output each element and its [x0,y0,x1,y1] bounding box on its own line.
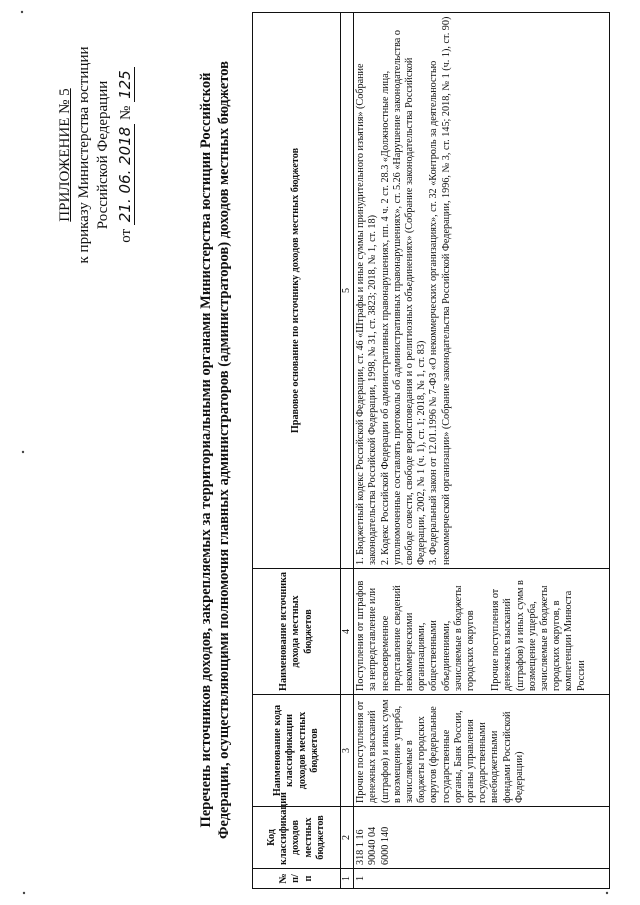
row-code-name: Прочие поступления от денежных взысканий (штрафов) и иных сумм в возмещение ущерба, зачисляемые в бюджеты городских округов (федеральные государственные органы, Банк России, органы управления государственными внебюджетными фондами Российской Федерации) [354,695,610,807]
scan-dot [22,451,24,453]
date-prefix: от [118,228,134,243]
column-number: 2 [341,807,354,869]
legal-basis-1: 1. Бюджетный кодекс Российской Федерации, ст. 46 «Штрафы и иные суммы принудительного изъятия» (Собрание законодательства Российской Федерации, 1998, № 31, ст. 3823; 2018, № 1, ст. 18) [355,63,379,565]
scan-dot [21,11,23,13]
scan-dot [23,892,25,894]
order-number: 125 [116,67,135,102]
header-code: Код классификации доходов местных бюджетов [253,807,341,869]
scan-dot [606,892,608,894]
column-number: 5 [341,13,354,569]
header-source-name: Наименование источника дохода местных бюджетов [253,569,341,695]
column-number: 3 [341,695,354,807]
column-number: 1 [341,869,354,889]
header-code-name: Наименование кода классификации доходов местных бюджетов [253,695,341,807]
legal-basis-3: 3. Федеральный закон от 12.01.1996 № 7-ФЗ «О некоммерческих организациях», ст. 32 «Контроль за деятельностью некоммерческой организации» (Собрание законодательства Российской Федерации, 1996, № 3, ст. 145; 2018, № 1 (ч. 1), ст. 90) [428,16,452,565]
order-date: 21. 06. 2018 [116,124,135,225]
header-legal-basis: Правовое основание по источнику доходов местных бюджетов [253,13,341,569]
row-code: 318 1 16 90040 04 6000 140 [354,807,610,869]
legal-basis-2: 2. Кодекс Российской Федерации об административных правонарушениях, пп. 4 ч. 2 ст. 28.3 «Должностные лица, уполномоченные составлять протоколы об административных правонарушениях», ст. 5.26 «Нарушение законодательства о свободе совести, свободе вероисповедания и о религиозных объединениях» (Собрание законодательства Российской Федерации, 2002, № 1 (ч. 1), ст. 1; 2018, № 1, ст. 83) [379,30,428,565]
document-title: Перечень источников доходов, закрепляемых за территориальными органами Министерства юстиции Российской Федерации, осуществляющими полномочия главных администраторов (администраторов) доходов местных бюджетов [198,61,232,839]
appendix-title: ПРИЛОЖЕНИЕ № 5 [57,88,73,222]
source-name-2: Прочие поступления от денежных взысканий (штрафов) и иных сумм в возмещение ущерба, зачисляемые в бюджеты городских округов, в компетенции Минюста России [490,580,587,691]
row-num: 1 [354,869,610,889]
appendix-ministry-line: Российской Федерации [95,80,111,230]
column-number: 4 [341,569,354,695]
appendix-order-line: к приказу Министерства юстиции [76,46,92,264]
header-num: № п/п [253,869,341,889]
number-prefix: № [118,105,134,120]
source-name-1: Поступления от штрафов за непредставление или несвоевременное представление сведений некоммерческими организациями, общественными объединениями, зачисляемые в бюджеты городских округов [355,580,477,691]
